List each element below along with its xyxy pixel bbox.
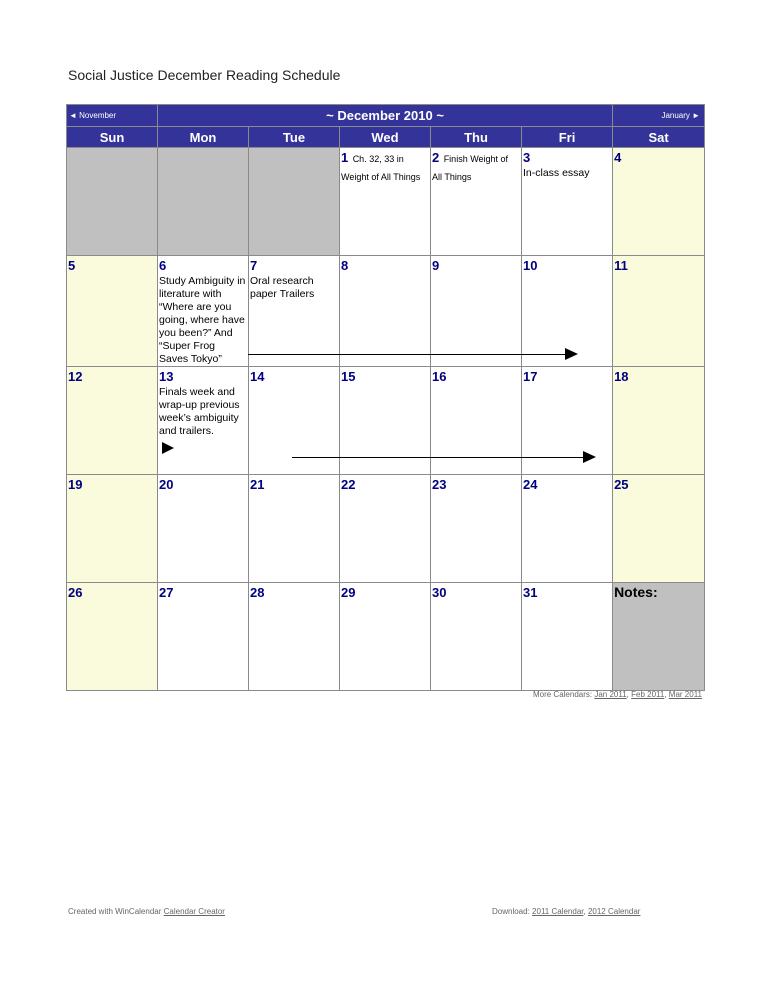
day-number: 22 xyxy=(341,477,356,492)
notes-label: Notes: xyxy=(614,584,658,600)
day-number: 4 xyxy=(614,150,622,165)
link-jan-2011[interactable]: Jan 2011 xyxy=(594,690,627,699)
day-cell-31 xyxy=(522,583,613,691)
page-title: Social Justice December Reading Schedule xyxy=(68,67,341,83)
day-number: 5 xyxy=(68,258,76,273)
day-cell-17 xyxy=(522,367,613,475)
day-number: 1 xyxy=(341,150,349,165)
day-number: 28 xyxy=(250,585,265,600)
week3-span-arrow-icon xyxy=(583,451,596,463)
event-text: Finals week and wrap-up previous week’s ambiguity and trailers. xyxy=(159,386,240,437)
footer-created xyxy=(68,907,225,916)
day-cell-6 xyxy=(158,256,249,367)
day-number: 16 xyxy=(432,369,447,384)
day-cell-22 xyxy=(340,475,431,583)
day-cell-1 xyxy=(340,148,431,256)
day-cell-13 xyxy=(158,367,249,475)
notes-cell xyxy=(613,583,705,691)
link-2012-calendar[interactable]: 2012 Calendar xyxy=(587,907,641,916)
day-number: 6 xyxy=(159,258,167,273)
day-cell-20 xyxy=(158,475,249,583)
day-cell-19 xyxy=(67,475,158,583)
week3-span-arrow-line xyxy=(292,457,584,458)
day-cell-29 xyxy=(340,583,431,691)
weekday-header-wed: Wed xyxy=(340,127,431,148)
day-cell-2 xyxy=(431,148,522,256)
day-number: 27 xyxy=(159,585,174,600)
day-cell-7 xyxy=(249,256,340,367)
weekday-header-sun: Sun xyxy=(67,127,158,148)
day-cell-9 xyxy=(431,256,522,367)
day-cell-30 xyxy=(431,583,522,691)
day-cell-25 xyxy=(613,475,705,583)
day-cell-15 xyxy=(340,367,431,475)
day-number: 3 xyxy=(523,150,531,165)
event-text: Study Ambiguity in literature with “Where are you going, where have you been?” And “Super Frog Saves Tokyo” xyxy=(159,275,246,365)
day-number: 8 xyxy=(341,258,349,273)
prev-month-link[interactable]: ◄ November xyxy=(67,105,158,127)
week2-span-arrow-icon xyxy=(565,348,578,360)
day-cell-3 xyxy=(522,148,613,256)
day-cell-14 xyxy=(249,367,340,475)
calendar-creator-link[interactable]: Calendar Creator xyxy=(163,907,225,916)
day-cell-8 xyxy=(340,256,431,367)
footer-download: Download: 2011 Calendar, 2012 Calendar xyxy=(492,907,641,916)
day-number: 25 xyxy=(614,477,629,492)
download-text: Download: xyxy=(492,907,530,916)
link-feb-2011[interactable]: Feb 2011 xyxy=(631,690,665,699)
event-text: Finish Weight of All Things xyxy=(432,154,509,182)
day-number: 24 xyxy=(523,477,538,492)
day-number: 15 xyxy=(341,369,356,384)
day-number: 7 xyxy=(250,258,258,273)
day-number: 13 xyxy=(159,369,174,384)
december-calendar xyxy=(66,104,705,691)
more-calendars: More Calendars: Jan 2011, Feb 2011, Mar 2011 xyxy=(532,690,702,699)
day-number: 11 xyxy=(614,258,628,273)
event-text: Oral research paper Trailers xyxy=(250,275,315,300)
weekday-header-sat: Sat xyxy=(613,127,705,148)
day-cell-21 xyxy=(249,475,340,583)
weekday-header-tue: Tue xyxy=(249,127,340,148)
day-cell-26 xyxy=(67,583,158,691)
month-title: ~ December 2010 ~ xyxy=(158,105,613,127)
day-number: 18 xyxy=(614,369,629,384)
week2-span-arrow-line xyxy=(248,354,566,355)
day-number: 19 xyxy=(68,477,83,492)
weekday-header-thu: Thu xyxy=(431,127,522,148)
day-cell-23 xyxy=(431,475,522,583)
link-2011-calendar[interactable]: 2011 Calendar xyxy=(532,907,584,916)
day-cell-18 xyxy=(613,367,705,475)
more-calendars-label: More Calendars: xyxy=(532,690,593,699)
link-mar-2011[interactable]: Mar 2011 xyxy=(668,690,702,699)
day-cell-24 xyxy=(522,475,613,583)
day-cell-5 xyxy=(67,256,158,367)
day-number: 29 xyxy=(341,585,356,600)
event-text: In-class essay xyxy=(523,167,590,179)
empty-day-cell xyxy=(249,148,340,256)
day-number: 30 xyxy=(432,585,447,600)
day-number: 9 xyxy=(432,258,440,273)
empty-day-cell xyxy=(67,148,158,256)
day-number: 21 xyxy=(250,477,265,492)
day-number: 10 xyxy=(523,258,538,273)
day-number: 17 xyxy=(523,369,538,384)
day-cell-4 xyxy=(613,148,705,256)
day-cell-12 xyxy=(67,367,158,475)
event-text: Ch. 32, 33 in Weight of All Things xyxy=(341,154,421,182)
day-number: 12 xyxy=(68,369,83,384)
day-number: 26 xyxy=(68,585,83,600)
day-number: 23 xyxy=(432,477,447,492)
day-number: 31 xyxy=(523,585,538,600)
created-text: Created with WinCalendar xyxy=(68,907,162,916)
day-cell-27 xyxy=(158,583,249,691)
weekday-header-fri: Fri xyxy=(522,127,613,148)
next-month-link[interactable]: January ► xyxy=(613,105,705,127)
day-number: 20 xyxy=(159,477,174,492)
right-arrow-icon xyxy=(162,442,174,454)
day-cell-16 xyxy=(431,367,522,475)
day-cell-11 xyxy=(613,256,705,367)
weekday-header-mon: Mon xyxy=(158,127,249,148)
day-cell-28 xyxy=(249,583,340,691)
day-number: 2 xyxy=(432,150,440,165)
empty-day-cell xyxy=(158,148,249,256)
day-number: 14 xyxy=(250,369,265,384)
